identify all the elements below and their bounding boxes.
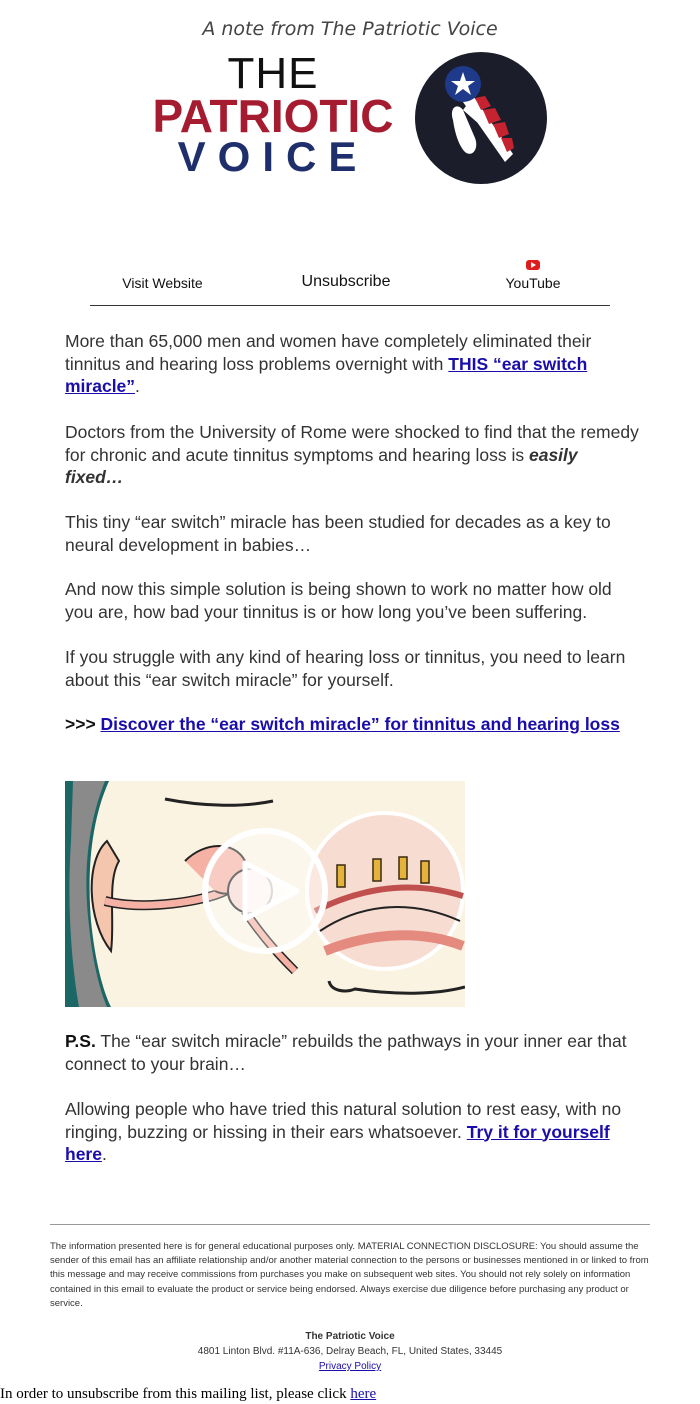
visit-website-link[interactable]: Visit Website bbox=[122, 275, 203, 291]
paragraph-struggle: If you struggle with any kind of hearing loss or tinnitus, you need to learn about this “ear switch miracle” for yourself. bbox=[65, 647, 626, 690]
ear-video-thumbnail[interactable] bbox=[65, 781, 465, 1007]
top-nav bbox=[90, 258, 610, 306]
discover-link[interactable]: Discover the “ear switch miracle” for tinnitus and hearing loss bbox=[100, 714, 620, 734]
ear-switch-link[interactable]: THIS “ear switch miracle” bbox=[65, 353, 588, 396]
logo-word-the: THE bbox=[227, 49, 319, 98]
footer-company-name: The Patriotic Voice bbox=[305, 1331, 395, 1342]
youtube-icon[interactable] bbox=[526, 260, 540, 270]
try-it-link[interactable]: Try it for yourself here bbox=[65, 1121, 610, 1164]
unsubscribe-link[interactable]: Unsubscribe bbox=[301, 273, 391, 290]
cta-line bbox=[65, 713, 640, 736]
unsubscribe-here-link[interactable]: here bbox=[350, 1386, 377, 1402]
disclaimer-text: The information presented here is for general educational purposes only. MATERIAL CONNECTION DISCLOSURE: You should assume the sender of this email has an affiliate relationship and/or another material connection to the persons or businesses mentioned in or linked to from this message and may receive commissions from purchases you make on subsequent web sites. You should not rely solely on information contained in this email to evaluate the product or service being endorsed. Always exercise due diligence before purchasing any product or service. bbox=[50, 1241, 649, 1309]
microphone-flag-icon bbox=[413, 50, 549, 186]
ps-label: P.S. bbox=[65, 1031, 96, 1051]
allowing-text: Allowing people who have tried this natural solution to rest easy, with no ringing, buzzing or hissing in their ears whatsoever. bbox=[65, 1099, 622, 1142]
paragraph-intro bbox=[65, 330, 640, 398]
paragraph-solution: And now this simple solution is being shown to work no matter how old you are, how bad your tinnitus is or how long you’ve been suffering. bbox=[65, 579, 612, 622]
youtube-label[interactable]: YouTube bbox=[505, 275, 561, 291]
doctors-text: Doctors from the University of Rome were shocked to find that the remedy for chronic and acute tinnitus symptoms and hearing loss is bbox=[65, 422, 639, 465]
allowing-end: . bbox=[101, 1144, 107, 1164]
paragraph-allowing bbox=[65, 1098, 640, 1166]
easily-fixed-emphasis: easily fixed… bbox=[65, 444, 578, 487]
intro-end: . bbox=[135, 376, 140, 396]
cta-prefix: >>> bbox=[65, 714, 101, 734]
paragraph-doctors bbox=[65, 421, 640, 489]
logo-word-patriotic: PATRIOTIC bbox=[152, 90, 394, 142]
unsubscribe-footer-text: In order to unsubscribe from this mailing list, please click bbox=[0, 1386, 351, 1402]
privacy-row bbox=[0, 1361, 700, 1372]
unsubscribe-footer-line bbox=[0, 1386, 376, 1403]
footer-address: 4801 Linton Blvd. #11A-636, Delray Beach, FL, United States, 33445 bbox=[197, 1346, 503, 1357]
paragraph-babies: This tiny “ear switch” miracle has been studied for decades as a key to neural development in babies… bbox=[65, 512, 611, 555]
logo-word-voice: VOICE bbox=[177, 133, 369, 180]
privacy-policy-link[interactable]: Privacy Policy bbox=[318, 1361, 382, 1372]
footer-divider bbox=[50, 1224, 650, 1225]
youtube-link[interactable] bbox=[463, 258, 603, 304]
paragraph-ps bbox=[65, 1030, 640, 1075]
intro-text: More than 65,000 men and women have completely eliminated their tinnitus and hearing loss problems overnight with bbox=[65, 331, 592, 374]
email-tagline: A note from The Patriotic Voice bbox=[202, 18, 498, 40]
ps-text: The “ear switch miracle” rebuilds the pathways in your inner ear that connect to your brain… bbox=[65, 1031, 627, 1074]
